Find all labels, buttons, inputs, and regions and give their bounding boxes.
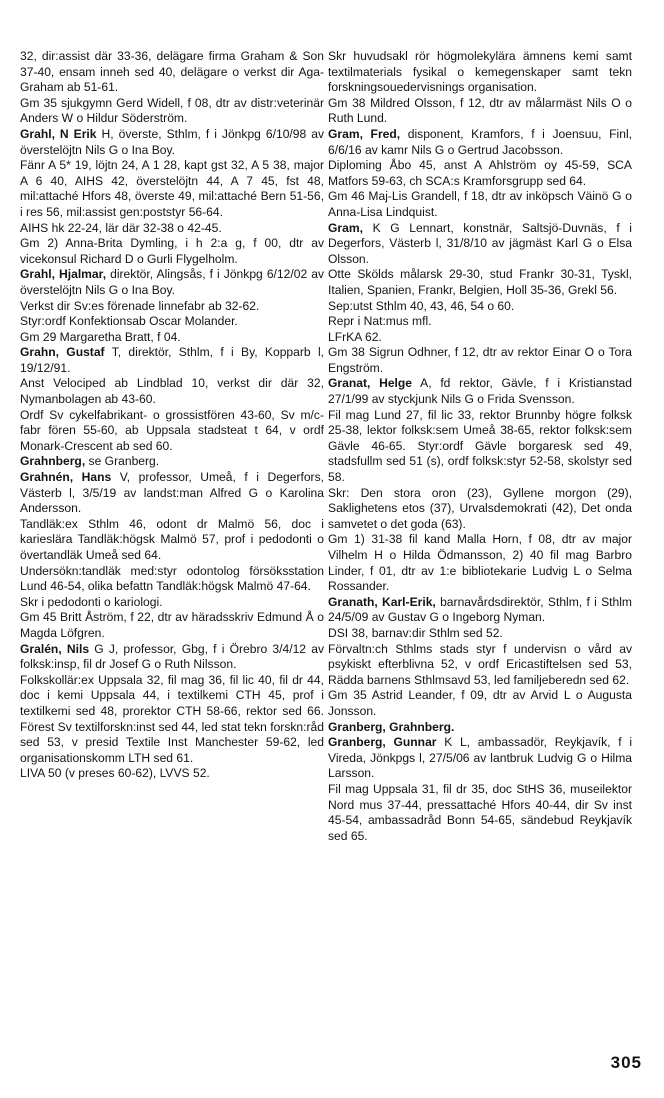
entry-heading: Gram, K G Lennart, konstnär, Saltsjö-Duvnäs, f i Degerfors, Västerb l, 31/8/10 av jägmäst Karl G o Elsa Olsson. xyxy=(328,220,632,266)
entry: Tandläk:ex Sthlm 46, odont dr Malmö 56, doc i karieslära Tandläk:högsk Malmö 57, prof i pedodonti o övertandläk Umeå sed 64. xyxy=(20,516,324,562)
entry: AIHS hk 22-24, lär där 32-38 o 42-45. xyxy=(20,220,222,235)
entry: Gm 46 Maj-Lis Grandell, f 18, dtr av inköpsch Väinö G o Anna-Lisa Lindquist. xyxy=(328,189,632,219)
entry-name: Granberg, Gunnar xyxy=(328,735,437,750)
entry: Verkst dir Sv:es förenade linnefabr ab 32-62. xyxy=(20,298,260,313)
entry: Otte Skölds målarsk 29-30, stud Frankr 30-31, Tyskl, Italien, Spanien, Frankr, Belgien, Holl 35-36, Grekl 56. xyxy=(328,267,632,297)
entry-name: Gram, Fred, xyxy=(328,126,401,141)
right-column xyxy=(328,49,632,844)
entry: Gm 38 Sigrun Odhner, f 12, dtr av rektor Einar O o Tora Engström. xyxy=(328,345,632,375)
entry: Folkskollär:ex Uppsala 32, fil mag 36, fil lic 40, fil dr 44, doc i kemi Uppsala 44, i textilkemi CTH 45, prof i textilkemi sed 48, prorektor CTH 58-66, rektor sed 66. Förest Sv textilforskn:inst sed 44, led stat tekn forskn:råd sed 53, v presid Textile Inst Manchester 59-62, led organisationskomm LTH sed 61. xyxy=(20,672,324,765)
entry-name: Granath, Karl-Erik, xyxy=(328,594,436,609)
entry: Skr i pedodonti o kariologi. xyxy=(20,594,163,609)
entry: LIVA 50 (v preses 60-62), LVVS 52. xyxy=(20,766,210,781)
entry-name: Grahl, N Erik xyxy=(20,126,97,141)
entry-name: Grahnén, Hans xyxy=(20,470,112,485)
entry: Fil mag Uppsala 31, fil dr 35, doc StHS 36, museilektor Nord mus 37-44, pressattaché Hfors 40-44, dir Sv inst 45-54, ambassadråd Bonn 54-65, sändebud Reykjavík sed 65. xyxy=(328,781,632,843)
entry-heading: Grahl, Hjalmar, direktör, Alingsås, f i Jönkpg 6/12/02 av överstelöjtn Nils G o Ina Boy. xyxy=(20,267,324,297)
entry: Styr:ordf Konfektionsab Oscar Molander. xyxy=(20,314,238,329)
entry-name: Granberg, Grahnberg. xyxy=(328,719,455,734)
entry: Gm 38 Mildred Olsson, f 12, dtr av målarmäst Nils O o Ruth Lund. xyxy=(328,95,632,126)
entry: Gm 45 Britt Åström, f 22, dtr av häradsskriv Edmund Å o Magda Löfgren. xyxy=(20,610,324,640)
entry: Diploming Åbo 45, anst A Ahlström oy 45-59, SCA Matfors 59-63, ch SCA:s Kramforsgrupp sed 64. xyxy=(328,158,632,188)
entry-heading: Grahl, N Erik H, överste, Sthlm, f i Jönkpg 6/10/98 av överstelöjtn Nils G o Ina Boy. xyxy=(20,126,325,157)
entry: Fil mag Lund 27, fil lic 33, rektor Brunnby högre folksk 25-38, lektor folksk:sem Umeå 38-65, rektor folksk:sem Gävle 46-65. Styr:ordf Gävle borgaresk sed 49, stadsfullm sed 51 (s), ordf folksk:styr 52-58, skolstyr sed 58. xyxy=(328,407,632,485)
entry: Sep:utst Sthlm 40, 43, 46, 54 o 60. xyxy=(328,298,515,313)
entry: Gm 2) Anna-Brita Dymling, i h 2:a g, f 00, dtr av vicekonsul Richard D o Gurli Flygelholm. xyxy=(20,236,324,266)
entry-name: Grahn, Gustaf xyxy=(20,345,105,360)
entry-name: Grahnberg, xyxy=(20,454,86,469)
left-column xyxy=(20,49,324,782)
entry-name: Gram, xyxy=(328,220,363,235)
page-number: 305 xyxy=(610,1053,642,1072)
entry-name: Granat, Helge xyxy=(328,376,413,391)
entry: DSI 38, barnav:dir Sthlm sed 52. xyxy=(328,625,503,640)
entry-heading xyxy=(328,720,632,736)
entry-heading: Grahn, Gustaf T, direktör, Sthlm, f i By, Kopparb l, 19/12/91. xyxy=(20,345,324,375)
entry-name: Grahl, Hjalmar, xyxy=(20,267,107,282)
entry: Ordf Sv cykelfabrikant- o grossistfören 43-60, Sv m/c-fabr fören 55-60, ab Uppsala stadsteat t 64, v ordf Monark-Crescent ab sed 60. xyxy=(20,407,324,453)
entry: Repr i Nat:mus mfl. xyxy=(328,314,432,329)
entry: Gm 1) 31-38 fil kand Malla Horn, f 08, dtr av major Vilhelm H o Hilda Ödmansson, 2) 40 fil mag Barbro Linder, f 01, dtr av 1:e bibliotekarie Ludvig L o Selma Rossander. xyxy=(328,532,632,594)
entry: Fänr A 5* 19, löjtn 24, A 1 28, kapt gst 32, A 5 38, major A 6 40, AIHS 42, överstelöjtn 44, A 7 45, fst 48, mil:attaché Hfors 48, överste 49, mil:attaché Bern 51-56, i res 56, mil:assist gen:poststyr 56-64. xyxy=(20,158,324,219)
entry: Gm 35 sjukgymn Gerd Widell, f 08, dtr av distr:veterinär Anders W o Hildur Söderström. xyxy=(20,95,324,126)
entry: Förvaltn:ch Sthlms stads styr f undervisn o vård av psykiskt efterblivna 52, v ordf Ericastiftelsen sed 53, Rädda barnens Sthlmsavd 53, led familjeberedn sed 62. xyxy=(328,641,632,687)
entry-heading: Granath, Karl-Erik, barnavårdsdirektör, Sthlm, f i Sthlm 24/5/09 av Gustav G o Ingeborg Nyman. xyxy=(328,594,632,625)
entry: Undersökn:tandläk med:styr odontolog försöksstation Lund 46-54, olika befattn Tandläk:högsk Malmö 47-64. xyxy=(20,563,324,594)
entry: Skr: Den stora oron (23), Gyllene morgon (29), Saklighetens etos (37), Urvalsdemokrati (42), Det onda samvetet o det goda (63). xyxy=(328,485,632,531)
entry-heading: Granat, Helge A, fd rektor, Gävle, f i Kristianstad 27/1/99 av styckjunk Nils G o Frida Svensson. xyxy=(328,376,633,407)
entry: LFrKA 62. xyxy=(328,329,382,344)
entry: 32, dir:assist där 33-36, delägare firma Graham & Son 37-40, ensam inneh sed 40, delägare o verkst dir Aga-Graham ab 51-61. xyxy=(20,49,324,95)
entry: Gm 35 Astrid Leander, f 09, dtr av Arvid L o Augusta Jonsson. xyxy=(328,688,632,718)
entry-heading: Granberg, Gunnar K L, ambassadör, Reykjavík, f i Vireda, Jönkpgs l, 27/5/06 av lantbruk Ludvig G o Hilma Larsson. xyxy=(328,735,633,781)
entry: Anst Velociped ab Lindblad 10, verkst dir där 32, Nymanbolagen ab 43-60. xyxy=(20,376,324,407)
entry: Skr huvudsakl rör högmolekylära ämnens kemi samt textilmaterials fysikal o kemegenskaper samt tekn forskningsouedervisnings organisation. xyxy=(328,49,632,95)
entry-heading: Grahnberg, se Granberg. xyxy=(20,454,160,469)
entry-heading: Grahnén, Hans V, professor, Umeå, f i Degerfors, Västerb l, 3/5/19 av landst:man Alfred G o Karolina Andersson. xyxy=(20,470,324,516)
entry: Gm 29 Margaretha Bratt, f 04. xyxy=(20,329,181,344)
entry-name: Gralén, Nils xyxy=(20,641,90,656)
entry-heading: Gralén, Nils G J, professor, Gbg, f i Örebro 3/4/12 av folksk:insp, fil dr Josef G o Ruth Nilsson. xyxy=(20,641,324,672)
entry-heading: Gram, Fred, disponent, Kramfors, f i Joensuu, Finl, 6/6/16 av kamr Nils G o Gertrud Jacobsson. xyxy=(328,126,632,157)
